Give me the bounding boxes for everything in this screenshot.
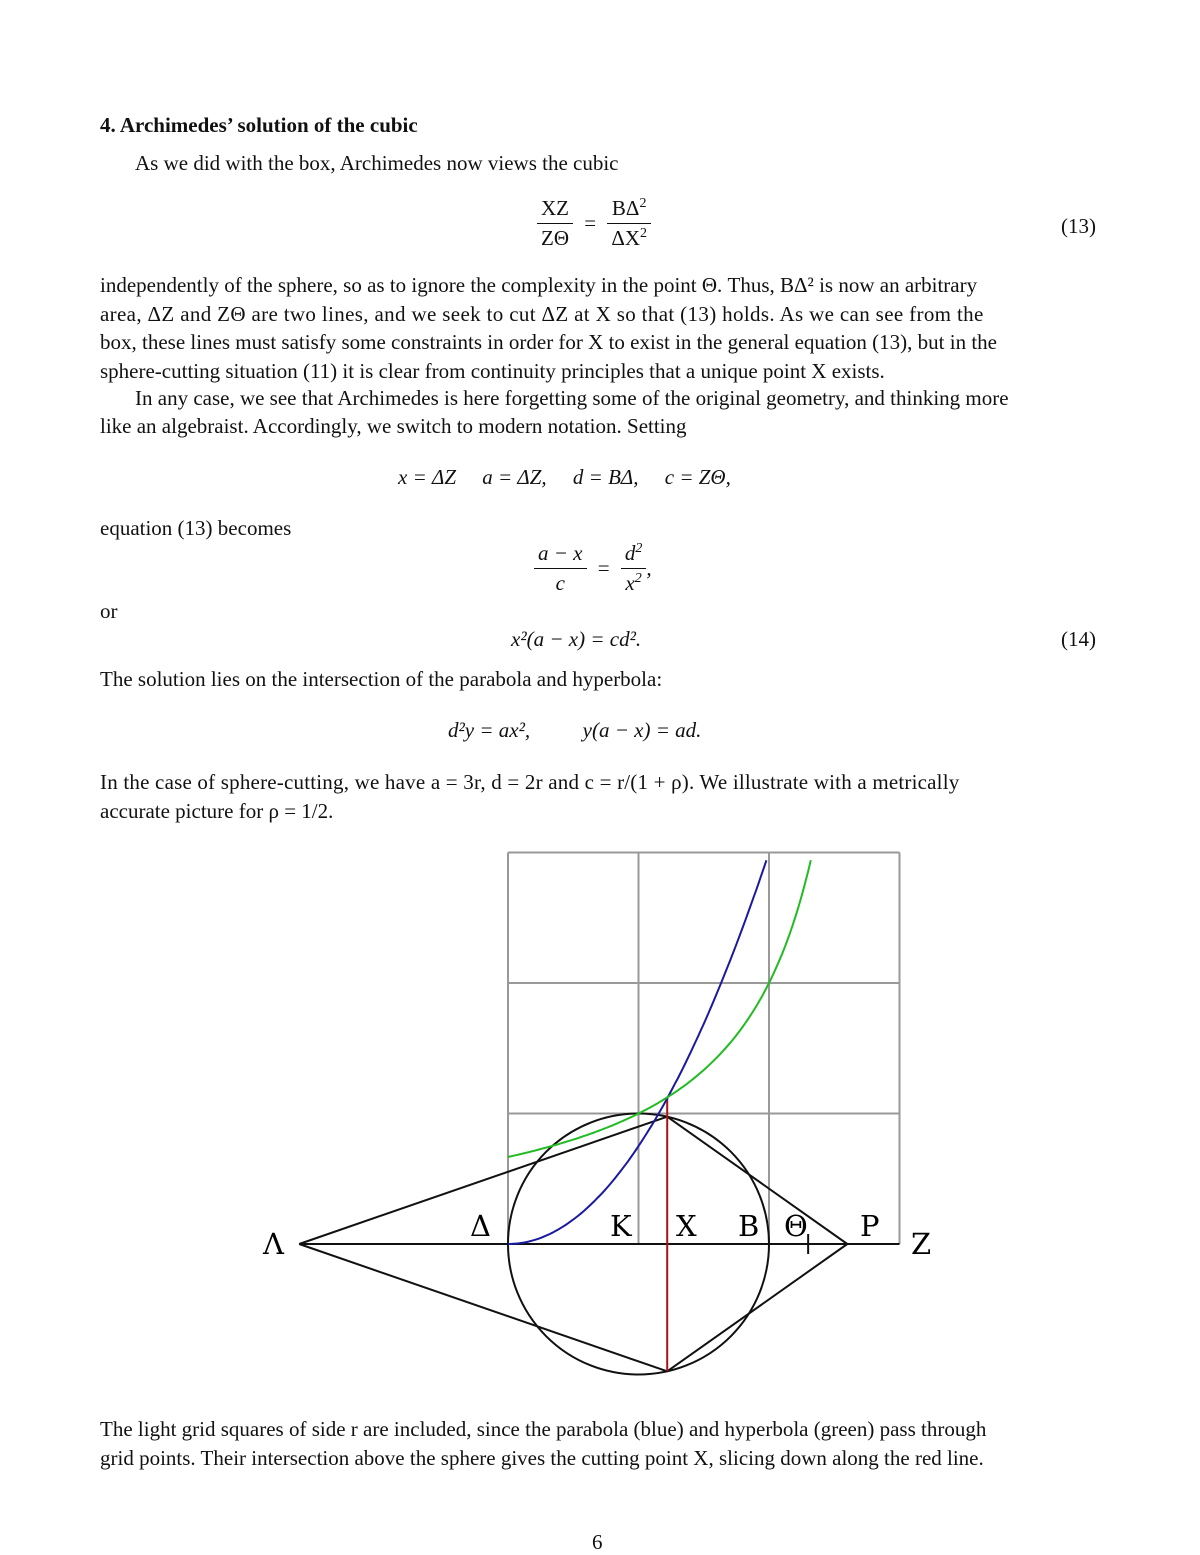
equation-13-number: (13) bbox=[1061, 214, 1096, 238]
paragraph-2-line: area, ΔZ and ZΘ are two lines, and we seek to cut ΔZ at X so that (13) holds. As we can see from the bbox=[100, 301, 984, 326]
label-beta: B bbox=[738, 1209, 760, 1243]
grid bbox=[508, 853, 900, 1245]
caption-line: The light grid squares of side r are included, since the parabola (blue) and hyperbola (green) pass through bbox=[100, 1417, 987, 1441]
setting-equation: x = ΔZ a = ΔZ, d = BΔ, c = ZΘ, bbox=[398, 465, 731, 489]
label-rho: P bbox=[860, 1209, 880, 1243]
caption-line: grid points. Their intersection above the sphere gives the cutting point X, slicing down along the red line. bbox=[100, 1445, 984, 1470]
intro-paragraph: As we did with the box, Archimedes now views the cubic bbox=[135, 151, 619, 175]
label-kappa: K bbox=[610, 1209, 632, 1243]
paragraph-2-line: sphere-cutting situation (11) it is clear from continuity principles that a unique point X exists. bbox=[100, 358, 885, 383]
case-line: accurate picture for ρ = 1/2. bbox=[100, 798, 334, 823]
fraction-equation: $\frac{a - x}{c}$ = $\frac{d^2}{x^2}$ , bbox=[534, 541, 652, 596]
or-text: or bbox=[100, 599, 118, 623]
cone-line-lower-left bbox=[299, 1244, 667, 1371]
curves-equation: d²y = ax², y(a − x) = ad. bbox=[448, 718, 702, 742]
becomes-text: equation (13) becomes bbox=[100, 516, 292, 540]
frac-rhs: $\frac{d^2}{x^2}$ bbox=[621, 541, 647, 596]
page-number: 6 bbox=[592, 1530, 603, 1554]
frac-lhs: $\frac{a - x}{c}$ bbox=[534, 541, 587, 596]
solution-text: The solution lies on the intersection of the parabola and hyperbola: bbox=[100, 667, 663, 691]
paragraph-3-line: like an algebraist. Accordingly, we switch to modern notation. Setting bbox=[100, 414, 687, 438]
label-chi: X bbox=[676, 1209, 697, 1243]
cone-line-lower-right bbox=[667, 1244, 847, 1371]
construction-lines bbox=[299, 1114, 899, 1375]
equation-14: x²(a − x) = cd². bbox=[511, 627, 642, 651]
case-line: In the case of sphere-cutting, we have a = 3r, d = 2r and c = r/(1 + ρ). We illustrate with a metrically bbox=[100, 770, 960, 794]
label-theta: Θ bbox=[784, 1209, 808, 1243]
section-title: 4. Archimedes’ solution of the cubic bbox=[100, 113, 418, 137]
paragraph-2-line: independently of the sphere, so as to ignore the complexity in the point Θ. Thus, BΔ² is now an arbitrary bbox=[100, 273, 978, 297]
paragraph-2-line: box, these lines must satisfy some constraints in order for X to exist in the general equation (13), but in the bbox=[100, 330, 997, 354]
parabola-curve bbox=[508, 860, 766, 1244]
equation-13: $\frac{XZ}{Z\Theta}$ = $\frac{B\Delta^2}{\Delta X^2}$ bbox=[537, 196, 651, 251]
paragraph-3-line: In any case, we see that Archimedes is here forgetting some of the original geometry, and thinking more bbox=[135, 386, 1009, 410]
case-paragraph bbox=[100, 768, 1096, 825]
paragraph-2 bbox=[100, 271, 1096, 385]
label-lambda: Λ bbox=[263, 1227, 284, 1261]
label-zeta: Z bbox=[911, 1227, 932, 1261]
eq13-lhs: $\frac{XZ}{Z\Theta}$ bbox=[537, 196, 573, 251]
equation-14-number: (14) bbox=[1061, 627, 1096, 651]
label-delta: Δ bbox=[470, 1209, 491, 1243]
sphere-cutting-figure bbox=[0, 840, 1200, 1400]
figure-caption bbox=[100, 1415, 1096, 1472]
eq13-rhs: $\frac{B\Delta^2}{\Delta X^2}$ bbox=[607, 196, 651, 251]
